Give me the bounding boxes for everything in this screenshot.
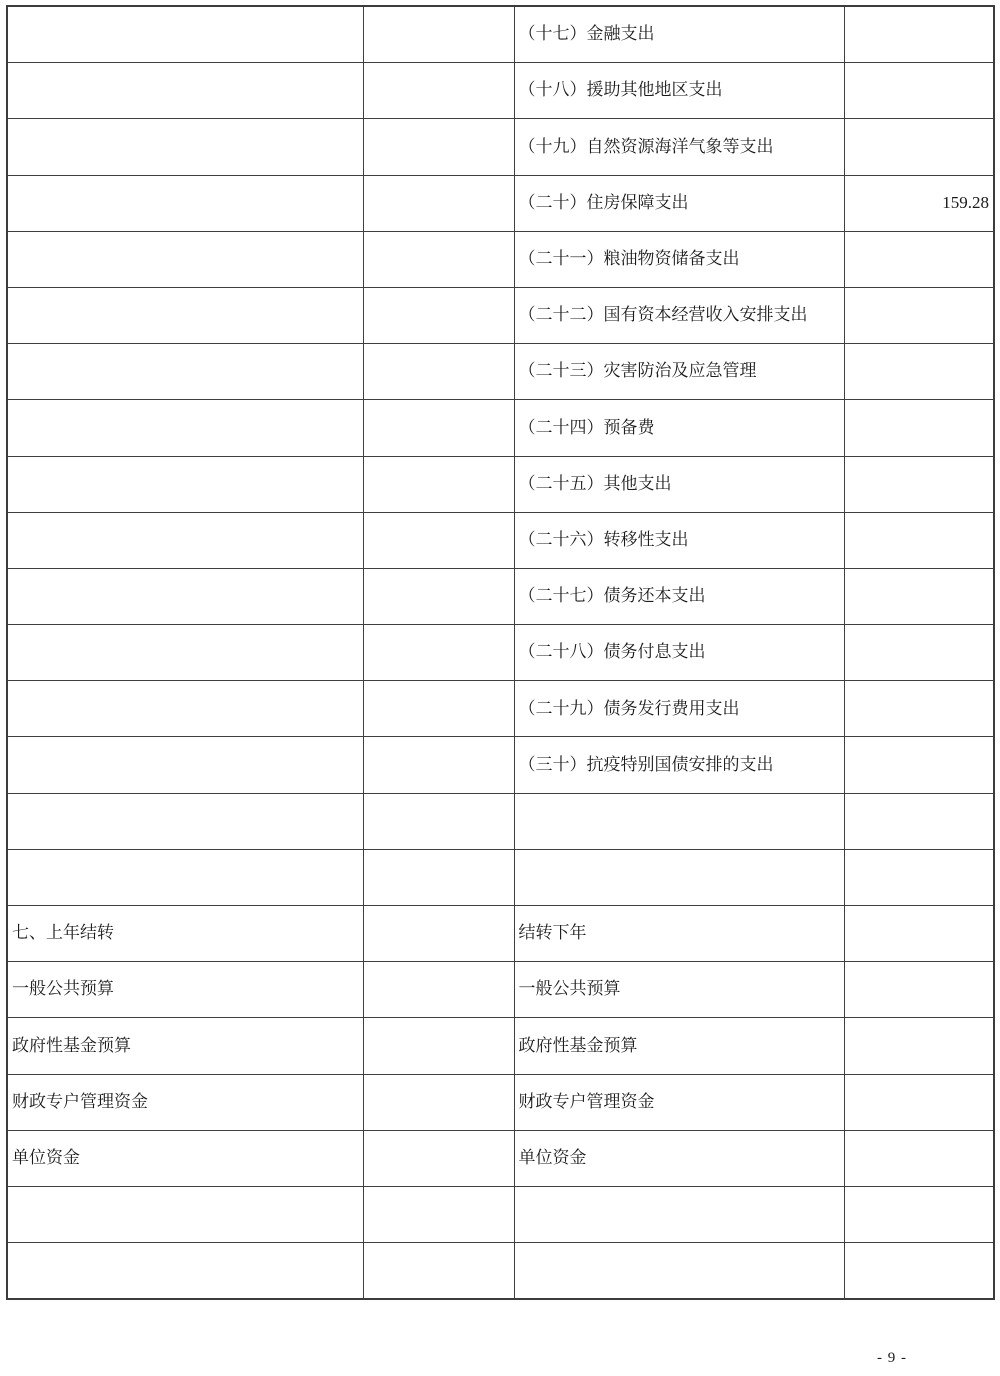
cell-amount-right — [844, 681, 994, 737]
cell-amount-right — [844, 63, 994, 119]
table-row — [7, 1186, 994, 1242]
cell-amount-right — [844, 1186, 994, 1242]
cell-amount-right — [844, 6, 994, 63]
table-row — [7, 568, 994, 624]
cell-amount-left — [363, 681, 514, 737]
page-number: - 9 - — [877, 1350, 907, 1366]
cell-amount-right — [844, 231, 994, 287]
cell-amount-left — [363, 456, 514, 512]
cell-category-right — [514, 1243, 844, 1300]
cell-amount-right — [844, 849, 994, 905]
cell-category-left: 七、上年结转 — [7, 906, 363, 962]
table-row — [7, 737, 994, 793]
table-row — [7, 906, 994, 962]
cell-amount-right — [844, 119, 994, 175]
cell-category-left — [7, 1243, 363, 1300]
cell-category-left — [7, 625, 363, 681]
cell-category-left — [7, 175, 363, 231]
table-row — [7, 962, 994, 1018]
table-row — [7, 512, 994, 568]
cell-category-right: （二十四）预备费 — [514, 400, 844, 456]
cell-category-right: （二十）住房保障支出 — [514, 175, 844, 231]
cell-amount-left — [363, 737, 514, 793]
cell-amount-right — [844, 1018, 994, 1074]
table-row — [7, 400, 994, 456]
cell-amount-left — [363, 119, 514, 175]
cell-category-left — [7, 400, 363, 456]
cell-amount-right — [844, 625, 994, 681]
cell-category-right: （十八）援助其他地区支出 — [514, 63, 844, 119]
cell-category-right — [514, 1186, 844, 1242]
cell-amount-right — [844, 906, 994, 962]
cell-category-right: （二十三）灾害防治及应急管理 — [514, 344, 844, 400]
cell-amount-right — [844, 1130, 994, 1186]
cell-amount-left — [363, 793, 514, 849]
table-row — [7, 1130, 994, 1186]
cell-category-left: 单位资金 — [7, 1130, 363, 1186]
table-row — [7, 175, 994, 231]
table-row — [7, 1074, 994, 1130]
cell-category-right — [514, 849, 844, 905]
cell-category-right: （二十五）其他支出 — [514, 456, 844, 512]
table-row — [7, 681, 994, 737]
cell-amount-right — [844, 287, 994, 343]
budget-table — [6, 5, 995, 1300]
cell-amount-right — [844, 737, 994, 793]
cell-category-left — [7, 344, 363, 400]
cell-amount-left — [363, 1243, 514, 1300]
cell-amount-right — [844, 568, 994, 624]
cell-category-right: （二十九）债务发行费用支出 — [514, 681, 844, 737]
table-row — [7, 231, 994, 287]
cell-category-right: （二十一）粮油物资储备支出 — [514, 231, 844, 287]
cell-category-right: 一般公共预算 — [514, 962, 844, 1018]
cell-category-right: 财政专户管理资金 — [514, 1074, 844, 1130]
cell-category-left: 一般公共预算 — [7, 962, 363, 1018]
cell-amount-left — [363, 344, 514, 400]
table-row — [7, 119, 994, 175]
table-row — [7, 625, 994, 681]
cell-amount-left — [363, 962, 514, 1018]
table-row — [7, 344, 994, 400]
cell-category-left — [7, 119, 363, 175]
cell-amount-left — [363, 568, 514, 624]
cell-amount-right — [844, 400, 994, 456]
cell-category-left — [7, 737, 363, 793]
table-row — [7, 6, 994, 63]
cell-category-left — [7, 568, 363, 624]
cell-amount-left — [363, 906, 514, 962]
cell-amount-left — [363, 6, 514, 63]
table-row — [7, 793, 994, 849]
cell-category-left — [7, 231, 363, 287]
cell-category-right: 结转下年 — [514, 906, 844, 962]
cell-amount-right — [844, 962, 994, 1018]
cell-category-right — [514, 793, 844, 849]
cell-category-left — [7, 849, 363, 905]
cell-category-right: （十七）金融支出 — [514, 6, 844, 63]
cell-amount-right — [844, 1243, 994, 1300]
cell-category-left — [7, 6, 363, 63]
cell-amount-left — [363, 63, 514, 119]
cell-category-left — [7, 512, 363, 568]
cell-amount-left — [363, 625, 514, 681]
cell-amount-left — [363, 1130, 514, 1186]
cell-category-left — [7, 456, 363, 512]
cell-amount-right — [844, 512, 994, 568]
cell-category-right: （十九）自然资源海洋气象等支出 — [514, 119, 844, 175]
cell-category-right: （二十六）转移性支出 — [514, 512, 844, 568]
cell-amount-left — [363, 231, 514, 287]
cell-category-left — [7, 1186, 363, 1242]
cell-amount-right — [844, 1074, 994, 1130]
cell-amount-right: 159.28 — [844, 175, 994, 231]
table-row — [7, 63, 994, 119]
cell-amount-left — [363, 175, 514, 231]
cell-category-right: 政府性基金预算 — [514, 1018, 844, 1074]
cell-amount-left — [363, 1186, 514, 1242]
cell-category-left — [7, 287, 363, 343]
cell-category-right: （三十）抗疫特别国债安排的支出 — [514, 737, 844, 793]
cell-amount-left — [363, 512, 514, 568]
cell-category-right: 单位资金 — [514, 1130, 844, 1186]
cell-category-right: （二十八）债务付息支出 — [514, 625, 844, 681]
cell-amount-right — [844, 793, 994, 849]
table-row — [7, 1018, 994, 1074]
cell-amount-left — [363, 400, 514, 456]
cell-category-left — [7, 793, 363, 849]
cell-amount-left — [363, 1074, 514, 1130]
cell-category-left — [7, 63, 363, 119]
cell-category-left — [7, 681, 363, 737]
cell-amount-left — [363, 849, 514, 905]
table-row — [7, 456, 994, 512]
cell-category-right: （二十七）债务还本支出 — [514, 568, 844, 624]
cell-category-left: 财政专户管理资金 — [7, 1074, 363, 1130]
cell-category-left: 政府性基金预算 — [7, 1018, 363, 1074]
table-row — [7, 287, 994, 343]
cell-category-right: （二十二）国有资本经营收入安排支出 — [514, 287, 844, 343]
cell-amount-left — [363, 287, 514, 343]
table-row — [7, 849, 994, 905]
table-row — [7, 1243, 994, 1300]
table-body — [7, 6, 994, 1299]
cell-amount-right — [844, 456, 994, 512]
cell-amount-left — [363, 1018, 514, 1074]
cell-amount-right — [844, 344, 994, 400]
